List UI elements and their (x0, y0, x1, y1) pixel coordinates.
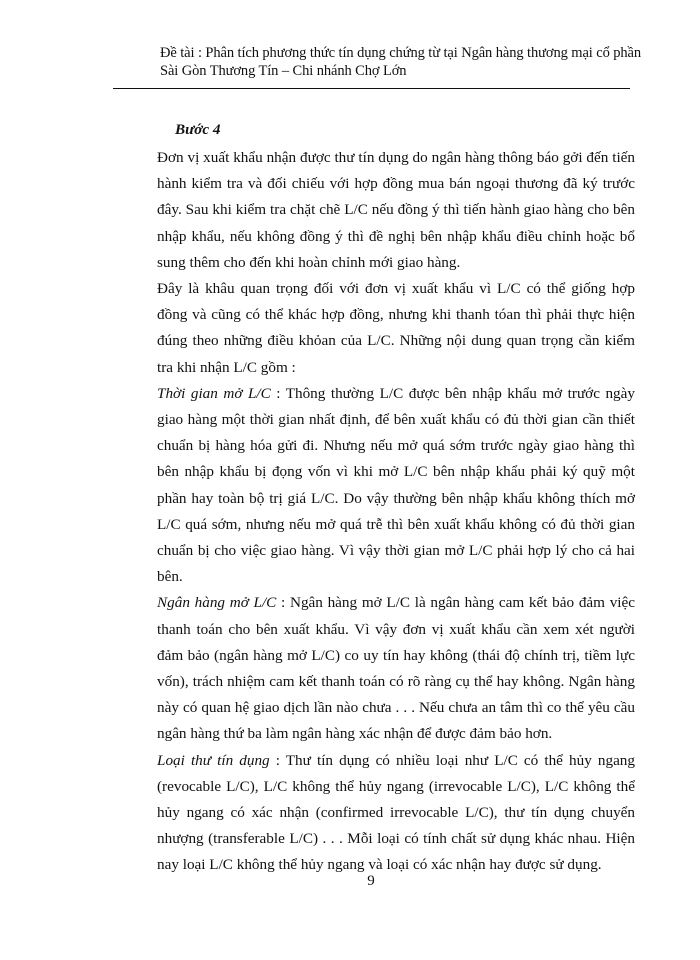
page-header (160, 44, 642, 80)
term-issuing-bank: Ngân hàng mở L/C (157, 594, 277, 612)
paragraph-opening-time (157, 381, 635, 591)
header-divider (113, 88, 630, 89)
paragraph-credit-types-text: : Thư tín dụng có nhiều loại như L/C có thể hủy ngang (revocable L/C), L/C không thể hủy ngang (irrevocable L/C), L/C không thể hủy ngang có xác nhận (confirmed irrevocable L/C), thư tín dụng chuyển nhượng (transferable L/C) . . . Mỗi loại có tính chất sử dụng khác nhau. Hiện nay loại L/C không thể hủy ngang và loại có xác nhận hay được sử dụng. (157, 751, 635, 874)
paragraph-issuing-bank-text: : Ngân hàng mở L/C là ngân hàng cam kết bảo đảm việc thanh toán cho bên xuất khẩu. Vì vậy đơn vị xuất khẩu cần xem xét người đảm bảo (ngân hàng mở L/C) co uy tín hay không (thái độ chính trị, tiềm lực vốn), trách nhiệm cam kết thanh toán có rõ ràng cụ thể hay không. Ngân hàng này có quan hệ giao dịch lần nào chưa . . . Nếu chưa an tâm thì co thể yêu cầu ngân hàng thứ ba làm ngân hàng xác nhận để được đảm bảo hơn. (157, 594, 635, 743)
paragraph-importance: Đây là khâu quan trọng đối với đơn vị xuất khẩu vì L/C có thể giống hợp đồng và cũng có thể khác hợp đồng, nhưng khi thanh tóan thì phải thực hiện đúng theo những điều khỏan của L/C. Những nội dung quan trọng cần kiểm tra khi nhận L/C gồm : (157, 280, 635, 376)
document-body (157, 118, 635, 879)
paragraph-issuing-bank (157, 590, 635, 747)
paragraph-opening-time-text: : Thông thường L/C được bên nhập khẩu mở trước ngày giao hàng một thời gian nhất định, để bên xuất khẩu có đủ thời gian cần thiết chuẩn bị hàng hóa gửi đi. Nhưng nếu mở quá sớm trước ngày giao hàng thì bên nhập khẩu bị đọng vốn vì khi mở L/C bên nhập khẩu phải ký quỹ một phần hay toàn bộ trị giá L/C. Do vậy thường bên nhập khẩu không thích mở L/C quá sớm, nhưng nếu mở quá trễ thì bên xuất khẩu không có đủ thời gian chuẩn bị cho việc giao hàng. Vì vậy thời gian mở L/C phải hợp lý cho cả hai bên. (157, 384, 635, 586)
paragraph-receive-lc: Đơn vị xuất khẩu nhận được thư tín dụng do ngân hàng thông báo gởi đến tiến hành kiểm tra và đối chiếu với hợp đồng mua bán ngoại thương đã ký trước đây. Sau khi kiểm tra chặt chẽ L/C nếu đồng ý thì tiến hành giao hàng cho bên nhập khẩu, nếu không đồng ý thì đề nghị bên nhập khẩu điều chỉnh hoặc bổ sung thêm cho đến khi hoàn chỉnh mới giao hàng. (157, 149, 635, 271)
paragraph-credit-types (157, 748, 635, 879)
header-title-line-2: Sài Gòn Thương Tín – Chi nhánh Chợ Lớn (160, 63, 407, 79)
step-heading: Bước 4 (175, 121, 221, 138)
term-opening-time: Thời gian mở L/C (157, 384, 271, 402)
header-title-line-1: Đề tài : Phân tích phương thức tín dụng chứng từ tại Ngân hàng thương mại cổ phần (160, 45, 642, 61)
term-credit-types: Loại thư tín dụng (157, 751, 270, 769)
page-number: 9 (367, 873, 375, 889)
